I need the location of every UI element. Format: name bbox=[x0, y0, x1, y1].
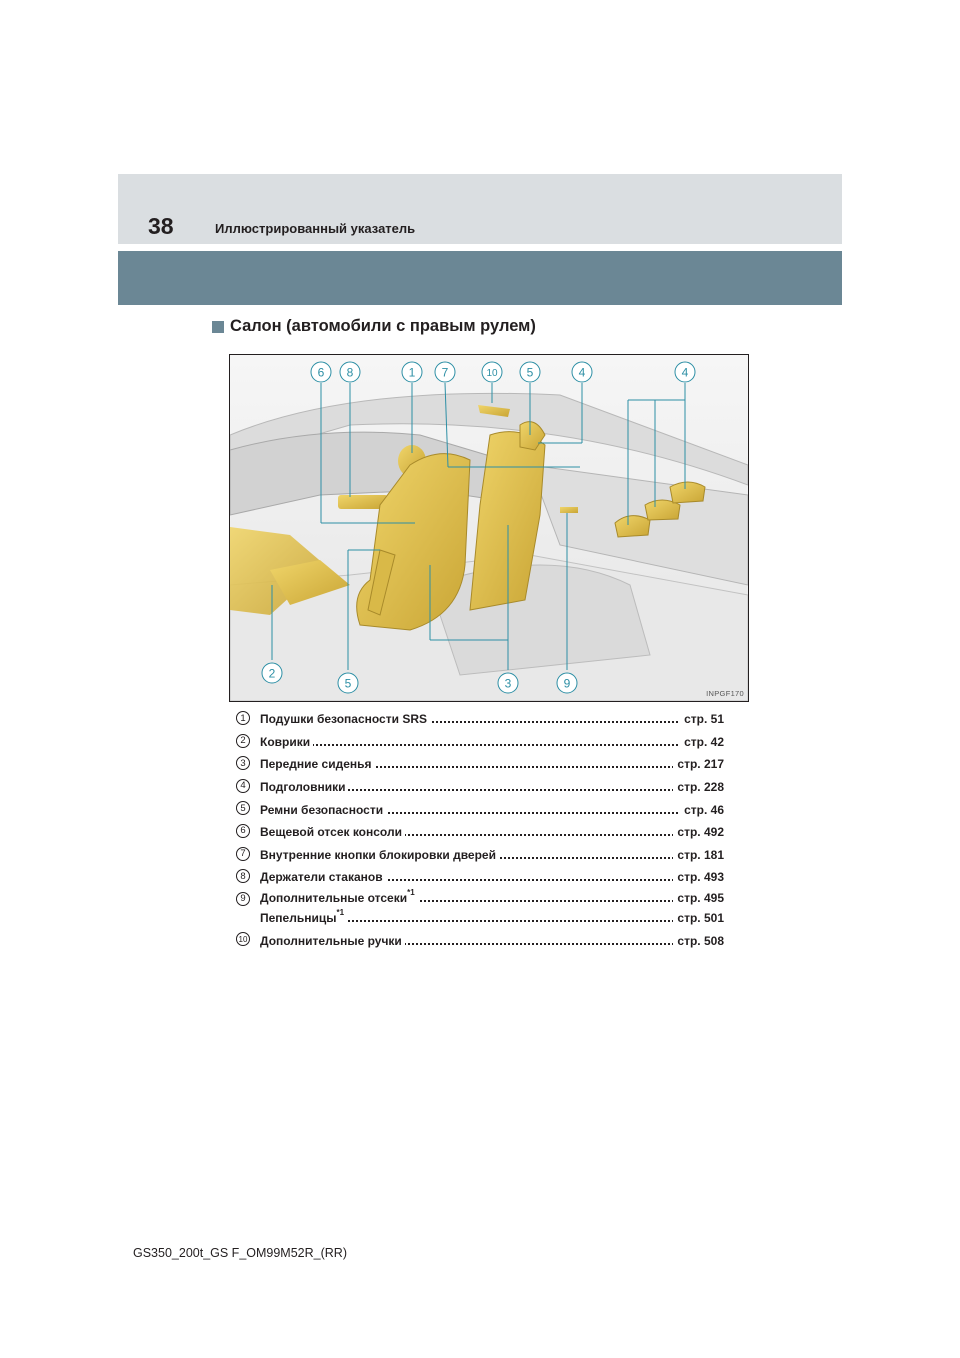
svg-text:7: 7 bbox=[441, 365, 449, 380]
list-item bbox=[236, 821, 724, 844]
rear-headrest-3 bbox=[670, 482, 705, 503]
item-number: 5 bbox=[236, 801, 250, 815]
item-number: 8 bbox=[236, 869, 250, 883]
list-item bbox=[236, 731, 724, 754]
list-item bbox=[236, 798, 724, 821]
item-label: Подушки безопасности SRS bbox=[260, 712, 430, 726]
item-page: стр. 492 bbox=[673, 825, 724, 839]
item-number: 4 bbox=[236, 779, 250, 793]
item-label: Внутренние кнопки блокировки дверей bbox=[260, 848, 499, 862]
svg-text:5: 5 bbox=[344, 676, 352, 691]
figure-code: INPGF170 bbox=[706, 689, 744, 698]
item-number: 6 bbox=[236, 824, 250, 838]
item-number: 3 bbox=[236, 756, 250, 770]
section-square-icon bbox=[212, 321, 224, 333]
item-label: Вещевой отсек консоли bbox=[260, 825, 405, 839]
item-label: Подголовники bbox=[260, 780, 348, 794]
list-item bbox=[236, 708, 724, 731]
item-page: стр. 508 bbox=[673, 934, 724, 948]
section-title-text: Салон (автомобили с правым рулем) bbox=[230, 317, 536, 335]
list-item bbox=[236, 907, 724, 930]
item-page: стр. 181 bbox=[673, 848, 724, 862]
item-label: Передние сиденья bbox=[260, 757, 375, 771]
item-page: стр. 495 bbox=[673, 891, 724, 905]
item-label: Дополнительные ручки bbox=[260, 934, 405, 948]
header-bar bbox=[118, 251, 842, 305]
svg-text:6: 6 bbox=[317, 365, 325, 380]
list-item bbox=[236, 776, 724, 799]
item-page: стр. 51 bbox=[680, 712, 724, 726]
item-number: 7 bbox=[236, 847, 250, 861]
index-list bbox=[236, 708, 724, 952]
footnote-mark: *1 bbox=[407, 887, 415, 897]
page-number: 38 bbox=[148, 213, 174, 239]
item-label: Дополнительные отсеки$^{*1}$ bbox=[260, 891, 418, 905]
svg-text:8: 8 bbox=[346, 365, 354, 380]
interior-drawing bbox=[230, 355, 748, 701]
item-page: стр. 493 bbox=[673, 870, 724, 884]
item-page: стр. 501 bbox=[673, 911, 724, 925]
svg-text:5: 5 bbox=[526, 365, 534, 380]
footer-doc-code: GS350_200t_GS F_OM99M52R_(RR) bbox=[133, 1246, 347, 1260]
item-label: Ремни безопасности bbox=[260, 803, 386, 817]
footnote-mark: *1 bbox=[336, 908, 345, 918]
list-item bbox=[236, 753, 724, 776]
item-label: Коврики bbox=[260, 735, 313, 749]
item-page: стр. 228 bbox=[673, 780, 724, 794]
list-item bbox=[236, 889, 724, 907]
item-number: 10 bbox=[236, 932, 250, 946]
item-label: Пепельницы$^{*1}$ bbox=[260, 911, 347, 925]
svg-text:2: 2 bbox=[268, 666, 276, 681]
list-item bbox=[236, 929, 724, 952]
dot-leader bbox=[260, 744, 682, 746]
list-item bbox=[236, 844, 724, 867]
item-number: 9 bbox=[236, 892, 250, 906]
item-label: Держатели стаканов bbox=[260, 870, 386, 884]
section-title bbox=[212, 317, 536, 336]
svg-text:3: 3 bbox=[504, 676, 512, 691]
item-number: 1 bbox=[236, 711, 250, 725]
door-pocket bbox=[560, 507, 578, 513]
rear-headrest-1 bbox=[615, 516, 650, 537]
svg-text:10: 10 bbox=[486, 368, 498, 379]
item-page: стр. 46 bbox=[680, 803, 724, 817]
interior-illustration bbox=[229, 354, 749, 702]
svg-text:1: 1 bbox=[408, 365, 416, 380]
list-item bbox=[236, 866, 724, 889]
svg-text:4: 4 bbox=[681, 365, 689, 380]
svg-text:4: 4 bbox=[578, 365, 586, 380]
svg-text:9: 9 bbox=[563, 676, 571, 691]
item-page: стр. 217 bbox=[673, 757, 724, 771]
item-number: 2 bbox=[236, 734, 250, 748]
header-title: Иллюстрированный указатель bbox=[215, 221, 416, 236]
item-page: стр. 42 bbox=[680, 735, 724, 749]
rear-seat-shape bbox=[430, 565, 650, 675]
